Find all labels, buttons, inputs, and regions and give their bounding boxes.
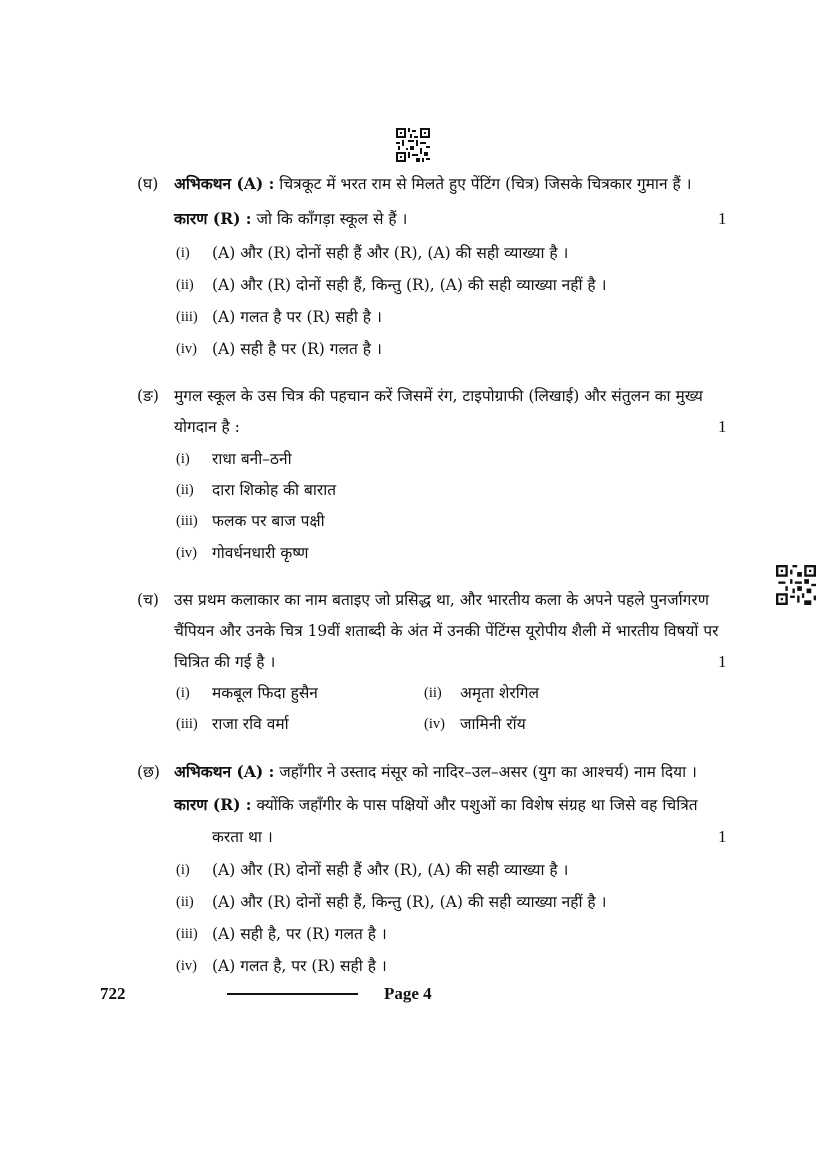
reason-line-chh [174,795,698,815]
option-number: (ii) [176,482,194,498]
option-number: (iii) [176,926,198,942]
option-text: गोवर्धनधारी कृष्ण [212,544,309,562]
question-text-line: उस प्रथम कलाकार का नाम बताइए जो प्रसिद्ध था, और भारतीय कला के अपने पहले पुनर्जागरण [174,591,709,609]
assertion-line-chh [174,762,697,782]
marks-ng: 1 [718,417,727,436]
option-text: फलक पर बाज पक्षी [212,512,325,530]
option-number: (i) [176,245,190,261]
option-text: (A) और (R) दोनों सही हैं और (R), (A) की सही व्याख्या है । [212,861,569,879]
option-text: (A) और (R) दोनों सही हैं और (R), (A) की सही व्याख्या है । [212,244,569,262]
footer-divider [227,993,358,995]
assertion-text: जहाँगीर ने उस्ताद मंसूर को नादिर–उल–असर (युग का आश्चर्य) नाम दिया । [274,763,697,781]
option-number: (iii) [176,716,198,732]
option-text: राजा रवि वर्मा [212,715,289,733]
reason-line-gh [174,209,407,229]
reason-text: क्योंकि जहाँगीर के पास पक्षियों और पशुओं का विशेष संग्रह था जिसे वह चित्रित [251,796,698,814]
top-qr-code-icon [396,128,430,162]
option-text: (A) गलत है पर (R) सही है । [212,308,382,326]
question-text-line: चैंपियन और उनके चित्र 19वीं शताब्दी के अंत में उनकी पेंटिंग्स यूरोपीय शैली में भारतीय विषयों पर [174,622,719,640]
question-text-line: योगदान है : [174,418,240,436]
option-number: (i) [176,451,190,467]
reason-text: जो कि काँगड़ा स्कूल से हैं । [251,210,408,228]
option-text: राधा बनी–ठनी [212,450,292,468]
marks-ch: 1 [718,652,727,671]
assertion-line-gh [174,174,692,194]
option-text: जामिनी रॉय [460,715,526,733]
page-number: Page 4 [384,984,432,1003]
option-number: (ii) [176,894,194,910]
assertion-label: अभिकथन (A) : [174,762,275,781]
option-number: (ii) [176,277,194,293]
option-text: (A) और (R) दोनों सही हैं, किन्तु (R), (A) की सही व्याख्या नहीं है । [212,276,607,294]
option-number: (i) [176,685,190,701]
option-number: (iv) [424,716,445,732]
option-number: (i) [176,862,190,878]
question-number-gh: (घ) [137,175,159,193]
reason-label: कारण (R) : [174,209,252,228]
question-text-line: मुगल स्कूल के उस चित्र की पहचान करें जिसमें रंग, टाइपोग्राफी (लिखाई) और संतुलन का मुख्य [174,387,703,405]
assertion-label: अभिकथन (A) : [174,174,275,193]
option-number: (iv) [176,958,197,974]
option-number: (iv) [176,341,197,357]
option-number: (iii) [176,513,198,529]
marks-chh: 1 [718,827,727,846]
paper-code: 722 [100,984,126,1003]
question-number-ng: (ङ) [137,387,159,405]
option-text: (A) और (R) दोनों सही हैं, किन्तु (R), (A) की सही व्याख्या नहीं है । [212,893,607,911]
option-text: दारा शिकोह की बारात [212,481,337,499]
marks-gh: 1 [718,209,727,228]
option-number: (iii) [176,309,198,325]
option-text: (A) सही है, पर (R) गलत है । [212,925,387,943]
option-text: (A) सही है पर (R) गलत है । [212,340,382,358]
option-number: (iv) [176,545,197,561]
reason-label: कारण (R) : [174,795,252,814]
option-text: मकबूल फिदा हुसैन [212,684,318,702]
assertion-text: चित्रकूट में भरत राम से मिलते हुए पेंटिंग (चित्र) जिसके चित्रकार गुमान हैं । [274,175,692,193]
option-number: (ii) [424,685,442,701]
question-text-line: चित्रित की गई है । [174,653,276,671]
question-number-chh: (छ) [137,763,160,781]
option-text: अमृता शेरगिल [460,684,540,702]
side-qr-code-icon [776,565,816,605]
question-number-ch: (च) [137,591,159,609]
option-text: (A) गलत है, पर (R) सही है । [212,957,387,975]
reason-continuation: करता था । [212,828,273,846]
